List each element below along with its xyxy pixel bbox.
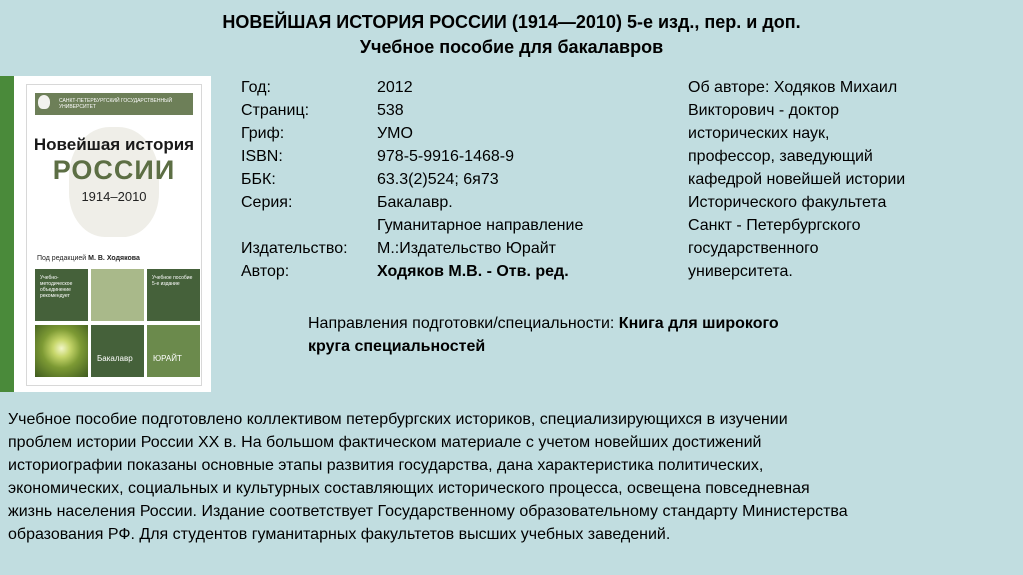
description-line: проблем истории России XX в. На большом фактическом материале с учетом новейших достижений	[8, 434, 762, 451]
university-emblem-icon	[38, 95, 50, 109]
cover-tile-type	[147, 269, 200, 321]
about-author-line: Викторович - доктор	[688, 102, 839, 119]
about-author-line: исторических наук,	[688, 125, 830, 142]
cover-editor	[37, 255, 140, 262]
cover-tile-type-text: Учебное пособие 5-е издание	[152, 275, 193, 287]
directions-label: Направления подготовки/специальности:	[308, 315, 619, 332]
title-line-2: Учебное пособие для бакалавров	[359, 37, 664, 57]
value-author: Ходяков М.В. - Отв. ред.	[377, 263, 569, 280]
about-author-line: университета.	[688, 263, 793, 280]
cover-tile-stamp	[35, 269, 88, 321]
cover-side-stripe	[0, 76, 14, 392]
cover-editor-prefix: Под редакцией	[37, 255, 87, 262]
info-labels	[241, 76, 348, 283]
about-author-line: Об авторе: Ходяков Михаил	[688, 79, 898, 96]
value-bbk: 63.3(2)524; 6я73	[377, 171, 499, 188]
cover-university-banner: САНКТ-ПЕТЕРБУРГСКИЙ ГОСУДАРСТВЕННЫЙ УНИВЕРСИТЕТ	[35, 93, 193, 115]
directions-line-1	[308, 312, 908, 335]
label-series: Серия:	[241, 194, 293, 211]
label-isbn: ISBN:	[241, 148, 283, 165]
label-bbk: ББК:	[241, 171, 276, 188]
cover-tile-publisher-text: ЮРАЙТ	[153, 354, 182, 363]
value-isbn: 978-5-9916-1468-9	[377, 148, 514, 165]
value-series-cont: Гуманитарное направление	[377, 217, 584, 234]
book-cover-image	[14, 76, 211, 392]
label-year: Год:	[241, 79, 271, 96]
description-line: экономических, социальных и культурных составляющих исторического процесса, освещена повседневная	[8, 480, 810, 497]
cover-tile-plain	[91, 269, 144, 321]
label-series-cont	[241, 214, 348, 237]
about-author-line: кафедрой новейшей истории	[688, 171, 906, 188]
cover-tile-bachelor-text: Бакалавр	[97, 354, 133, 363]
cover-tile-stamp-text: Учебно-методическое объединение рекомендует	[40, 275, 73, 299]
cover-editor-name: М. В. Ходякова	[88, 255, 140, 262]
description-line: Учебное пособие подготовлено коллективом петербургских историков, специализирующихся в изучении	[8, 411, 788, 428]
description-line: историографии показаны основные этапы развития государства, дана характеристика политических,	[8, 457, 764, 474]
book-cover	[26, 84, 202, 386]
cover-title-main: РОССИИ	[52, 155, 176, 185]
cover-tile-sunburst-icon	[35, 325, 88, 377]
cover-years: 1914–2010	[81, 189, 147, 204]
value-year: 2012	[377, 79, 413, 96]
cover-title-top: Новейшая история	[33, 135, 195, 154]
about-author-line: профессор, заведующий	[688, 148, 873, 165]
directions-value-1: Книга для широкого	[618, 315, 779, 332]
directions	[308, 312, 908, 358]
label-pages: Страниц:	[241, 102, 310, 119]
info-values	[377, 76, 677, 283]
description-line: образования РФ. Для студентов гуманитарных факультетов высших учебных заведений.	[8, 526, 671, 543]
about-author-line: Исторического факультета	[688, 194, 887, 211]
value-pages: 538	[377, 102, 404, 119]
label-author: Автор:	[241, 263, 290, 280]
label-publisher: Издательство:	[241, 240, 348, 257]
book-description	[8, 408, 1020, 546]
value-publisher: М.:Издательство Юрайт	[377, 240, 556, 257]
description-line: жизнь населения России. Издание соответствует Государственному образовательному стандарту Министерства	[8, 503, 848, 520]
value-grif: УМО	[377, 125, 413, 142]
about-author-line: Санкт - Петербургского	[688, 217, 861, 234]
page-title	[0, 10, 1023, 60]
about-author-line: государственного	[688, 240, 819, 257]
directions-value-2: круга специальностей	[308, 338, 486, 355]
label-grif: Гриф:	[241, 125, 285, 142]
value-series: Бакалавр.	[377, 194, 453, 211]
cover-tile-bachelor	[91, 325, 144, 377]
title-line-1: НОВЕЙШАЯ ИСТОРИЯ РОССИИ (1914—2010) 5-е изд., пер. и доп.	[222, 12, 801, 32]
cover-tile-publisher	[147, 325, 200, 377]
about-author	[688, 76, 988, 283]
